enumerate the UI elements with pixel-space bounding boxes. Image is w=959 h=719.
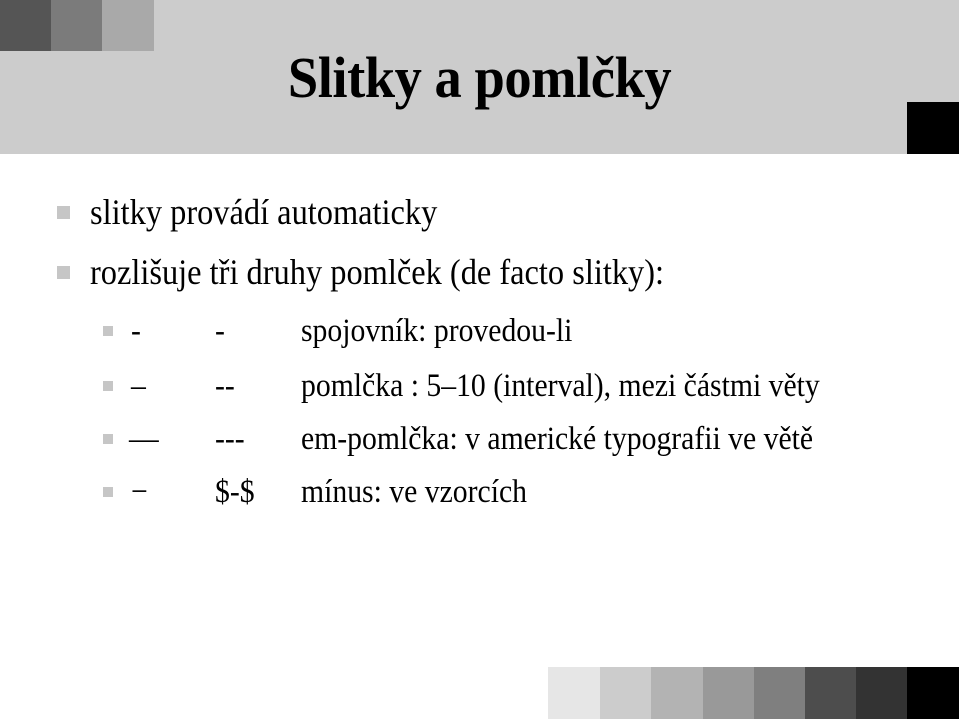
dash-glyph: -	[131, 313, 141, 349]
bullet-marker	[57, 206, 70, 219]
footer-square-3	[651, 667, 703, 719]
dash-description: em-pomlčka: v americké typografii ve větě	[301, 421, 814, 457]
dash-description: mínus: ve vzorcích	[301, 474, 527, 510]
dash-input: $-$	[215, 474, 255, 510]
sub-bullet-marker	[103, 381, 113, 391]
footer-square-5	[754, 667, 806, 719]
dash-glyph: −	[131, 474, 148, 510]
dash-description: spojovník: provedou-li	[301, 313, 573, 349]
dash-input: -	[215, 313, 225, 349]
footer-square-1	[548, 667, 600, 719]
footer-square-8	[907, 667, 959, 719]
bullet-text: slitky provádí automaticky	[90, 192, 438, 232]
sub-bullet-marker	[103, 487, 113, 497]
dash-glyph: —	[129, 421, 159, 457]
dash-input: --	[215, 368, 235, 404]
footer-square-4	[703, 667, 755, 719]
dash-description: pomlčka : 5–10 (interval), mezi částmi věty	[301, 368, 820, 404]
bullet-marker	[57, 266, 70, 279]
footer-square-2	[600, 667, 652, 719]
dash-input: ---	[215, 421, 245, 457]
slide-title: Slitky a pomlčky	[287, 45, 672, 110]
dash-glyph: –	[131, 368, 146, 404]
sub-bullet-marker	[103, 434, 113, 444]
bullet-text: rozlišuje tři druhy pomlček (de facto slitky):	[90, 252, 665, 292]
footer-square-6	[805, 667, 857, 719]
footer-square-7	[856, 667, 908, 719]
sub-bullet-marker	[103, 326, 113, 336]
